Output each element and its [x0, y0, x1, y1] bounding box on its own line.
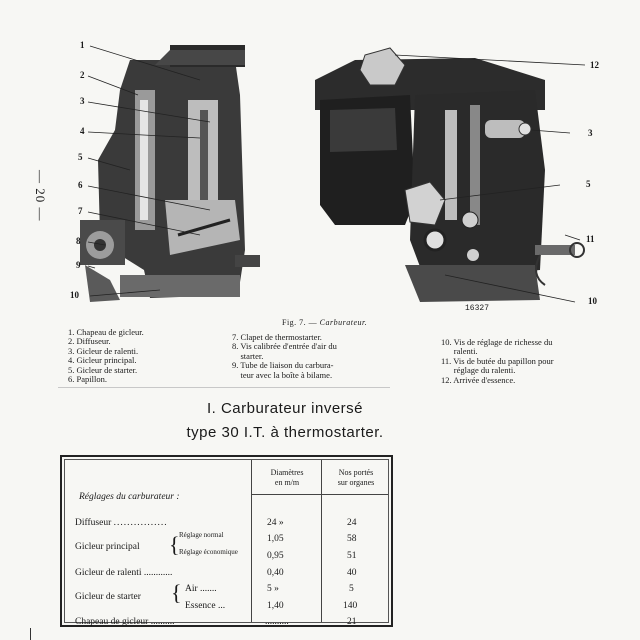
row-label: Diffuseur: [75, 518, 112, 528]
divider: [58, 387, 390, 388]
left-callout-2: 2: [80, 70, 85, 80]
table-row-label: Gicleur principal: [75, 542, 140, 552]
right-callout-10: 10: [588, 296, 597, 306]
right-callout-3: 3: [588, 128, 593, 138]
diam-header-line-1: Diamètres: [270, 468, 304, 477]
section-title-line-2: type 30 I.T. à thermostarter.: [186, 424, 384, 441]
row-sub-text: Essence: [185, 601, 216, 611]
table-cell-no: 21: [347, 617, 357, 627]
table-cell-no: 5: [349, 584, 354, 594]
plate-number: 16327: [465, 304, 490, 313]
brace: {: [169, 532, 180, 557]
right-callout-12: 12: [590, 60, 599, 70]
legend-item: 3. Gicleur de ralenti.: [68, 345, 139, 356]
page-number: — 20 —: [33, 170, 48, 222]
table-row-label: Gicleur de starter: [75, 592, 141, 602]
row-sub-label: Réglage normal: [179, 531, 224, 539]
caption-title: Carburateur.: [319, 318, 368, 327]
figure-caption: [282, 318, 367, 327]
legend-column-3: [441, 338, 554, 385]
legend-item: 6. Papillon.: [68, 374, 107, 385]
table-cell-no: 24: [347, 518, 357, 528]
table-cell-diam: 1,05: [267, 534, 284, 544]
table-row-label: Chapeau de gicleur ..........: [75, 617, 175, 627]
margin-mark: [30, 628, 31, 640]
table-heading: Réglages du carburateur :: [79, 492, 180, 502]
caption-prefix: Fig. 7. —: [282, 318, 318, 327]
table-cell-diam: 1,40: [267, 601, 284, 611]
legend-item: 8. Vis calibrée d'entrée d'air du: [232, 341, 337, 352]
legend-item: 1. Chapeau de gicleur.: [68, 327, 144, 337]
legend-item: réglage du ralenti.: [441, 365, 516, 376]
row-label: Gicleur de ralenti: [75, 568, 142, 578]
legend-column-1: [68, 328, 144, 384]
legend-item: 4. Gicleur principal.: [68, 355, 137, 366]
settings-table: [60, 455, 393, 627]
right-callout-5: 5: [586, 179, 591, 189]
table-row-label: Diffuseur ................: [75, 518, 168, 528]
left-callout-6: 6: [78, 180, 83, 190]
table-cell-diam: ..........: [265, 617, 289, 627]
nos-header: [323, 468, 389, 488]
table-cell-diam: 5 »: [267, 584, 279, 594]
legend-item: starter.: [232, 350, 264, 361]
left-callout-5: 5: [78, 152, 83, 162]
left-callout-9: 9: [76, 260, 81, 270]
carburetor-cutaway-figure: [60, 40, 275, 310]
left-callout-10: 10: [70, 290, 79, 300]
diam-header: [255, 468, 319, 488]
legend-item: 11. Vis de butée du papillon pour: [441, 355, 554, 366]
table-cell-diam: 24 »: [267, 518, 284, 528]
table-cell-no: 51: [347, 551, 357, 561]
nos-header-line-1: Nos portés: [338, 468, 374, 477]
left-callout-3: 3: [80, 96, 85, 106]
table-cell-no: 140: [343, 601, 358, 611]
legend-column-2: [232, 333, 337, 380]
diam-header-line-2: en m/m: [274, 478, 300, 487]
row-label: Chapeau de gicleur: [75, 617, 149, 627]
row-sub-label: Essence ...: [185, 601, 226, 611]
row-sub-text: Air: [185, 584, 198, 594]
table-cell-diam: 0,95: [267, 551, 284, 561]
left-callout-7: 7: [78, 206, 83, 216]
table-row-label: Gicleur de ralenti ............: [75, 568, 173, 578]
left-callout-8: 8: [76, 236, 81, 246]
brace: {: [171, 580, 182, 605]
legend-item: ralenti.: [441, 346, 478, 357]
table-cell-no: 40: [347, 568, 357, 578]
carburetor-exterior-figure: [295, 40, 585, 310]
section-title-line-1: I. Carburateur inversé: [206, 400, 364, 417]
legend-item: 12. Arrivée d'essence.: [441, 374, 516, 385]
left-callout-1: 1: [80, 40, 85, 50]
legend-item: 10. Vis de réglage de richesse du: [441, 337, 553, 347]
legend-item: 7. Clapet de thermostarter.: [232, 332, 322, 342]
row-sub-label: Air .......: [185, 584, 217, 594]
left-callout-4: 4: [80, 126, 85, 136]
legend-item: teur avec la boîte à bilame.: [232, 369, 333, 380]
right-callout-11: 11: [586, 234, 595, 244]
table-cell-no: 58: [347, 534, 357, 544]
legend-item: 5. Gicleur de starter.: [68, 364, 138, 375]
table-cell-diam: 0,40: [267, 568, 284, 578]
nos-header-line-2: sur organes: [337, 478, 375, 487]
legend-item: 2. Diffuseur.: [68, 336, 111, 347]
legend-item: 9. Tube de liaison du carbura-: [232, 360, 334, 371]
row-sub-label: Réglage économique: [179, 548, 238, 556]
